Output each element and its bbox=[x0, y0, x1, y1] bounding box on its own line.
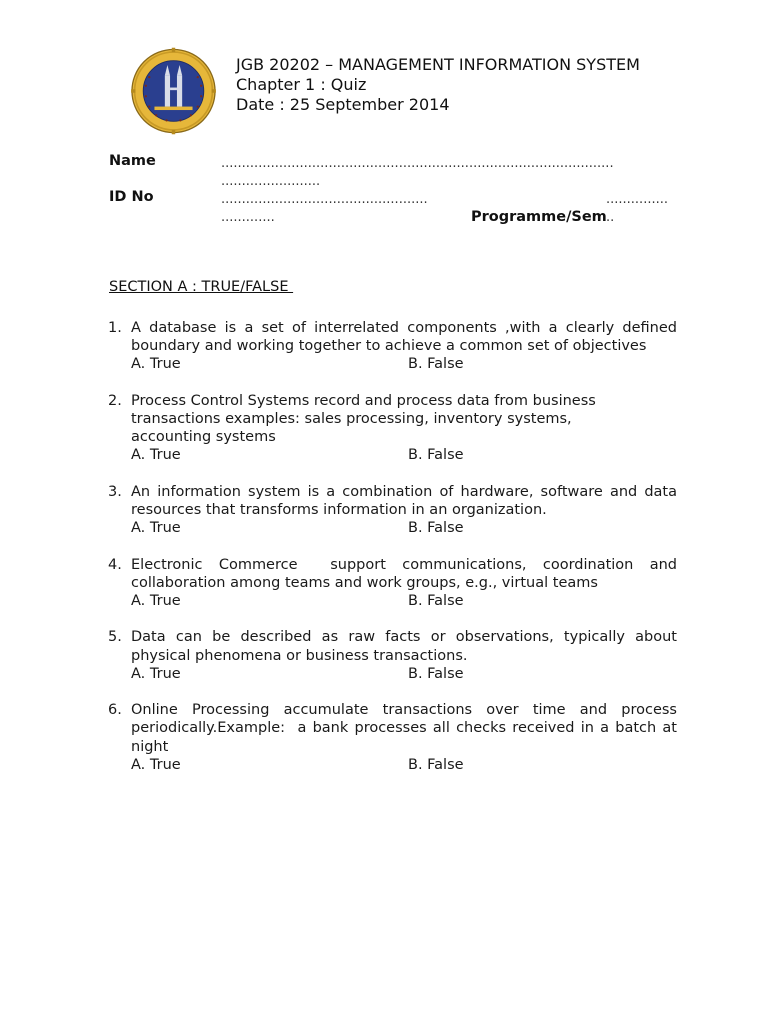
section-heading: SECTION A : TRUE/FALSE bbox=[109, 279, 294, 295]
question-text: Process Control Systems record and process data from business transactions examples: sales processing, inventory systems, accounting systems bbox=[131, 392, 596, 446]
question-item bbox=[108, 701, 682, 774]
option-false: B. False bbox=[408, 665, 464, 682]
option-false: B. False bbox=[408, 520, 464, 537]
question-item bbox=[108, 483, 677, 538]
id-label: ID No bbox=[109, 189, 154, 205]
quiz-date: Date : 25 September 2014 bbox=[236, 95, 450, 114]
option-true: A. True bbox=[131, 356, 181, 373]
programme-field-line-1: ............... bbox=[606, 192, 668, 207]
name-field-line-2: ........................ bbox=[221, 174, 321, 189]
name-field-line-1: ............................................................................................... bbox=[221, 156, 614, 171]
option-true: A. True bbox=[131, 592, 181, 609]
question-number: 1. bbox=[108, 320, 122, 336]
question-text: An information system is a combination of hardware, software and data resources that transforms information in an organization. bbox=[131, 483, 677, 518]
answer-options bbox=[131, 355, 677, 373]
question-text: Electronic Commerce support communications, coordination and collaboration among teams and work groups, e.g., virtual teams bbox=[131, 556, 682, 591]
option-false: B. False bbox=[408, 592, 464, 609]
question-text: Online Processing accumulate transactions over time and process periodically.Example: a bank processes all checks received in a batch at night bbox=[131, 702, 682, 755]
option-true: A. True bbox=[131, 520, 181, 537]
question-item bbox=[108, 628, 677, 683]
option-false: B. False bbox=[408, 447, 464, 464]
question-number: 3. bbox=[108, 483, 122, 500]
question-list bbox=[108, 319, 682, 792]
question-item bbox=[108, 392, 677, 465]
course-title: JGB 20202 – MANAGEMENT INFORMATION SYSTEM bbox=[236, 55, 640, 74]
answer-options bbox=[131, 665, 677, 683]
programme-sem-label: Programme/Sem bbox=[471, 209, 607, 225]
university-seal-icon bbox=[130, 46, 217, 136]
question-number: 4. bbox=[108, 556, 122, 573]
question-number: 2. bbox=[108, 392, 122, 409]
option-false: B. False bbox=[408, 756, 464, 773]
option-true: A. True bbox=[131, 447, 181, 464]
question-text: A database is a set of interrelated components ,with a clearly defined boundary and working together to achieve a common set of objectives bbox=[131, 320, 677, 355]
programme-field-line-2: .. bbox=[606, 210, 615, 225]
question-number: 5. bbox=[108, 629, 122, 646]
question-item bbox=[108, 319, 677, 374]
question-item bbox=[108, 556, 682, 611]
answer-options bbox=[131, 519, 677, 537]
question-number: 6. bbox=[108, 702, 122, 719]
option-true: A. True bbox=[131, 665, 181, 682]
question-text: Data can be described as raw facts or observations, typically about physical phenomena or business transactions. bbox=[131, 629, 677, 664]
answer-options bbox=[131, 756, 677, 774]
answer-options bbox=[131, 592, 677, 610]
answer-options bbox=[131, 446, 677, 464]
name-label: Name bbox=[109, 153, 156, 169]
id-field-line-1: .................................................. bbox=[221, 192, 428, 207]
option-false: B. False bbox=[408, 356, 464, 373]
chapter-title: Chapter 1 : Quiz bbox=[236, 75, 367, 94]
option-true: A. True bbox=[131, 756, 181, 773]
id-field-line-2: ............. bbox=[221, 210, 275, 225]
document-header bbox=[236, 55, 640, 115]
